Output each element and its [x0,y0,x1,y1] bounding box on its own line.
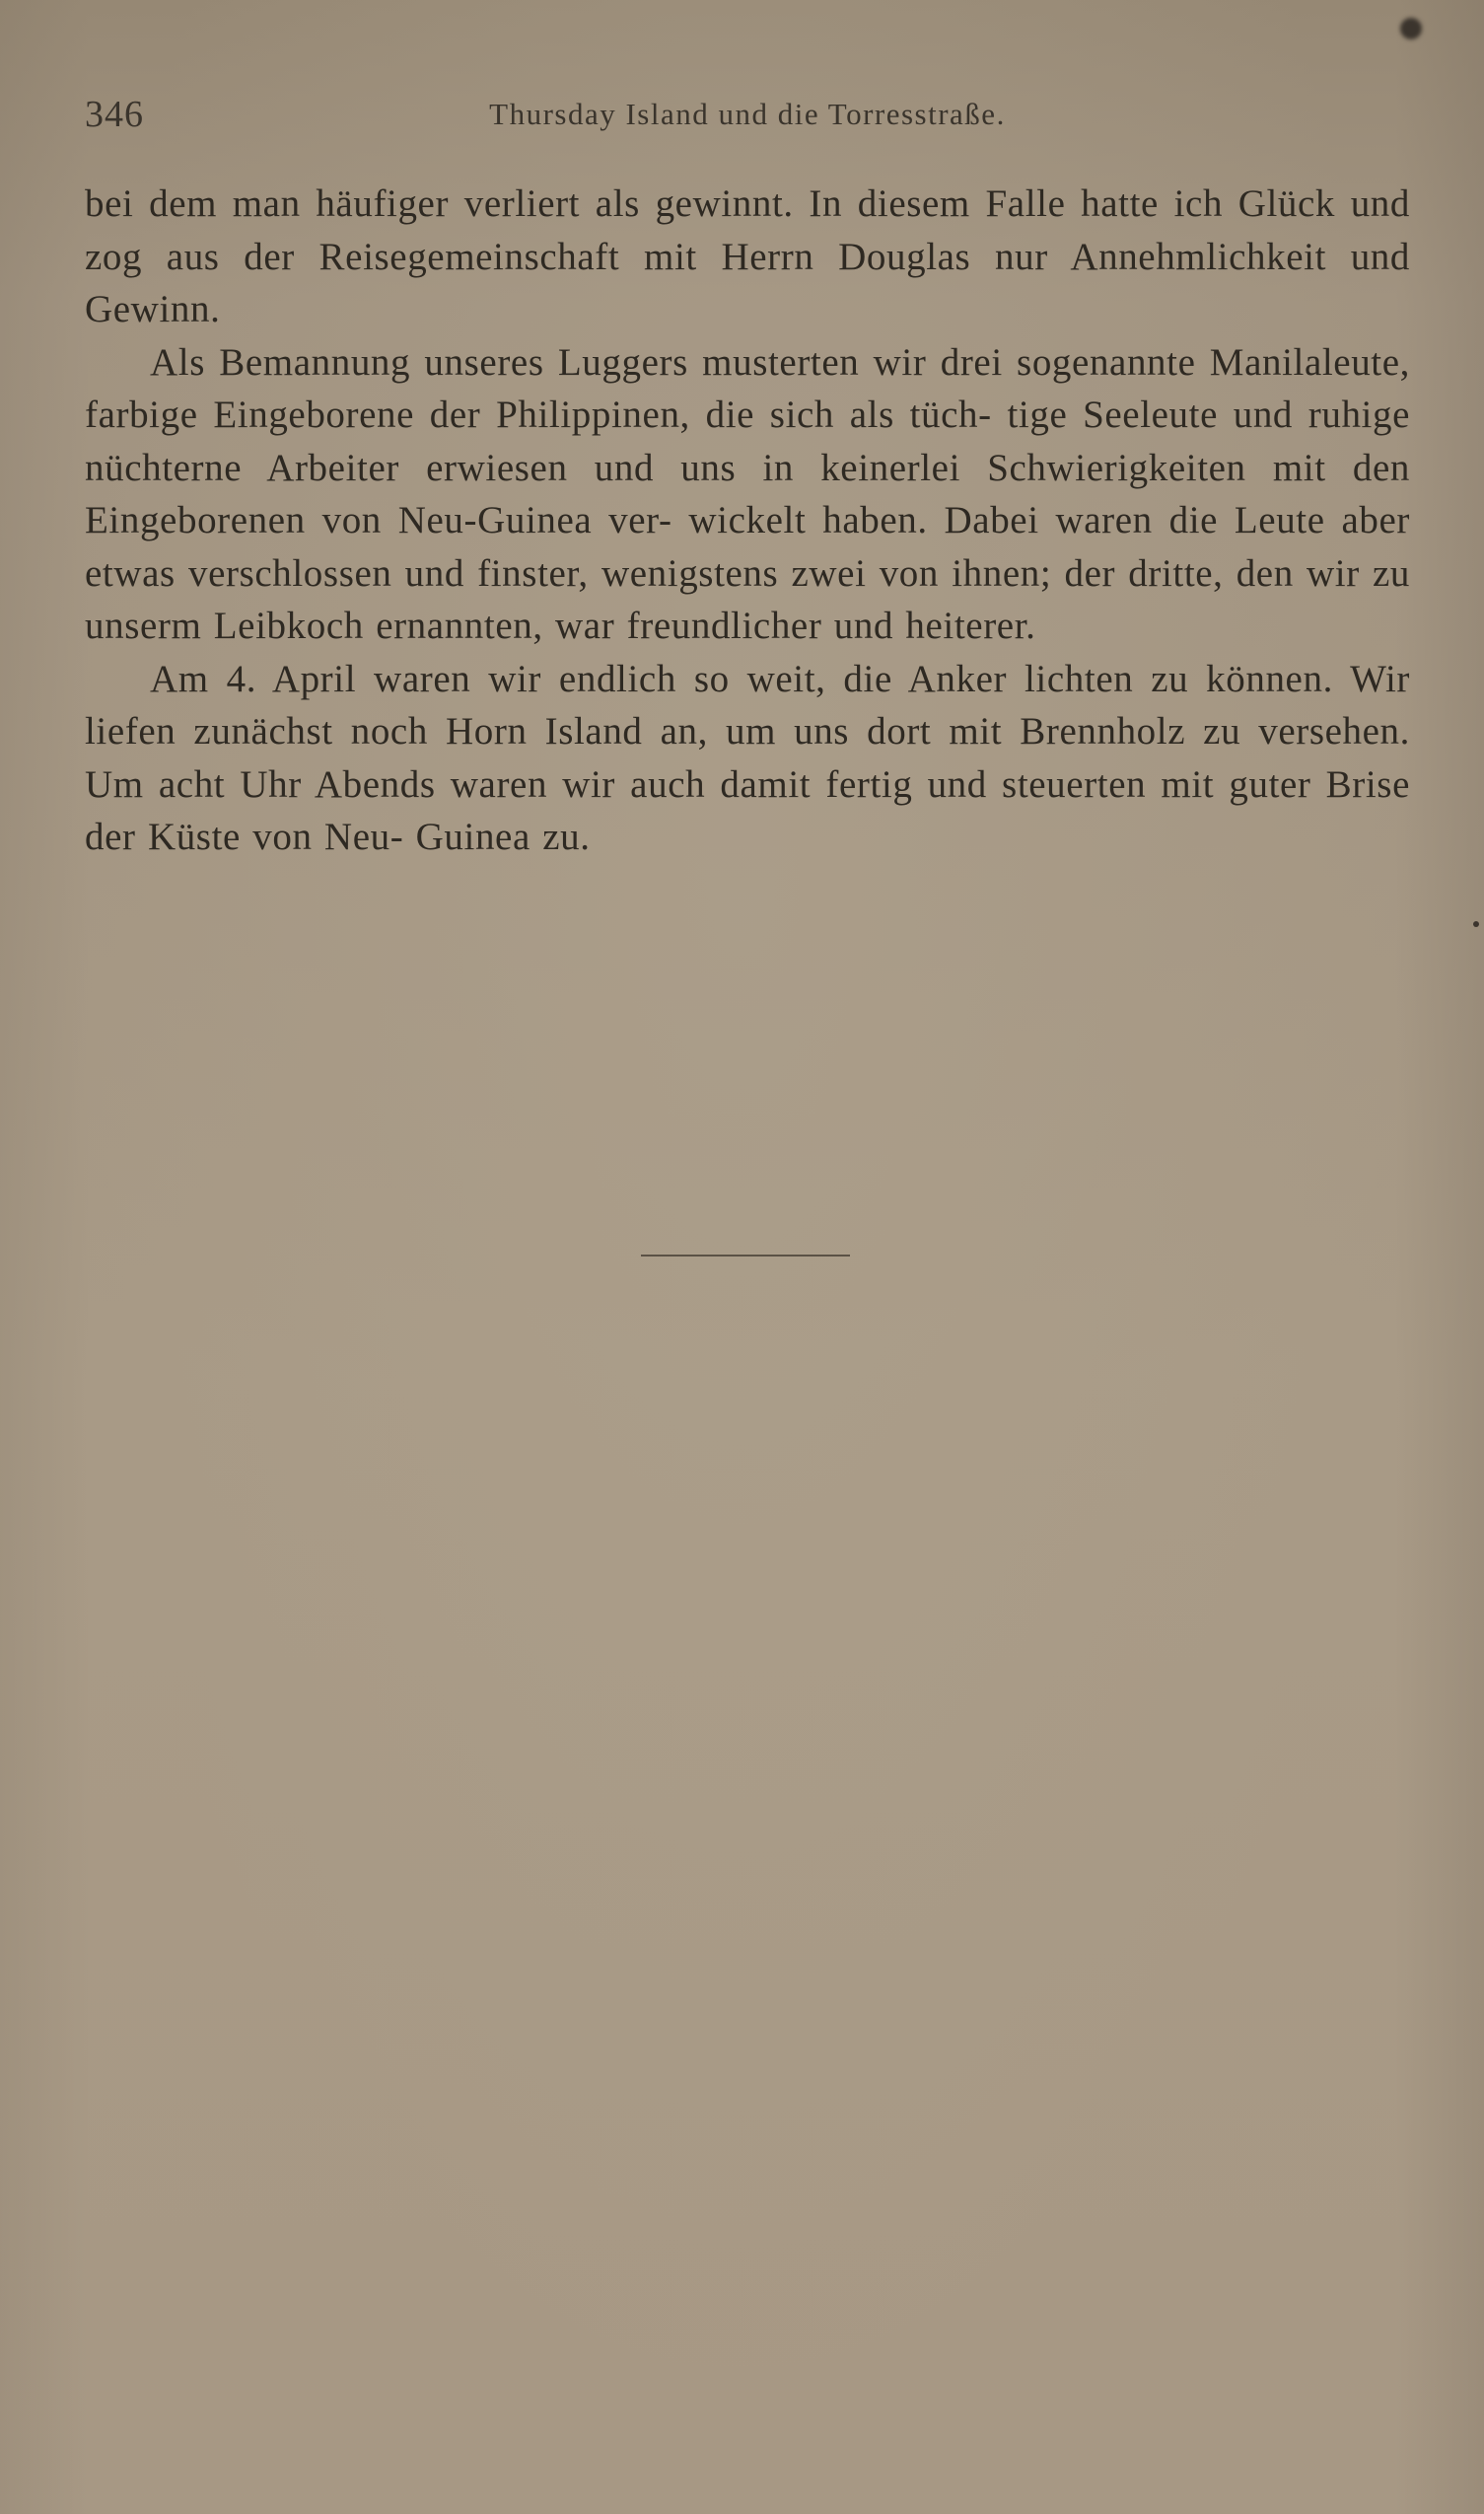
paragraph-crew: Als Bemannung unseres Luggers musterten wir drei sogenannte Manilaleute, farbige Eingeborene der Philippinen, die sich als tüch- tige Seeleute und ruhige nüchterne Arbeiter erwiesen und uns in keinerlei Schwierigkeiten mit den Eingeborenen von Neu-Guinea ver- wickelt haben. Dabei waren die Leute aber etwas verschlossen und finster, wenigstens zwei von ihnen; der dritte, den wir zu unserm Leibkoch ernannten, war freundlicher und heiterer. [85,340,1410,647]
page-number: 346 [85,94,144,135]
paragraph-departure: Am 4. April waren wir endlich so weit, die Anker lichten zu können. Wir liefen zunächst noch Horn Island an, um uns dort mit Brennholz zu versehen. Um acht Uhr Abends waren wir auch damit fertig und steuerten mit guter Brise der Küste von Neu- Guinea zu. [85,657,1410,858]
body-text [85,178,1410,864]
running-head [85,91,1410,138]
paragraph-continuation: bei dem man häufiger verliert als gewinnt. In diesem Falle hatte ich Glück und zog aus der Reisegemeinschaft mit Herrn Douglas nur Annehmlichkeit und Gewinn. [85,182,1410,330]
paper-speck [1473,921,1479,927]
running-title: Thursday Island und die Torresstraße. [489,97,1006,131]
chapter-end-rule [641,1255,850,1257]
paper-speck [1400,18,1422,39]
